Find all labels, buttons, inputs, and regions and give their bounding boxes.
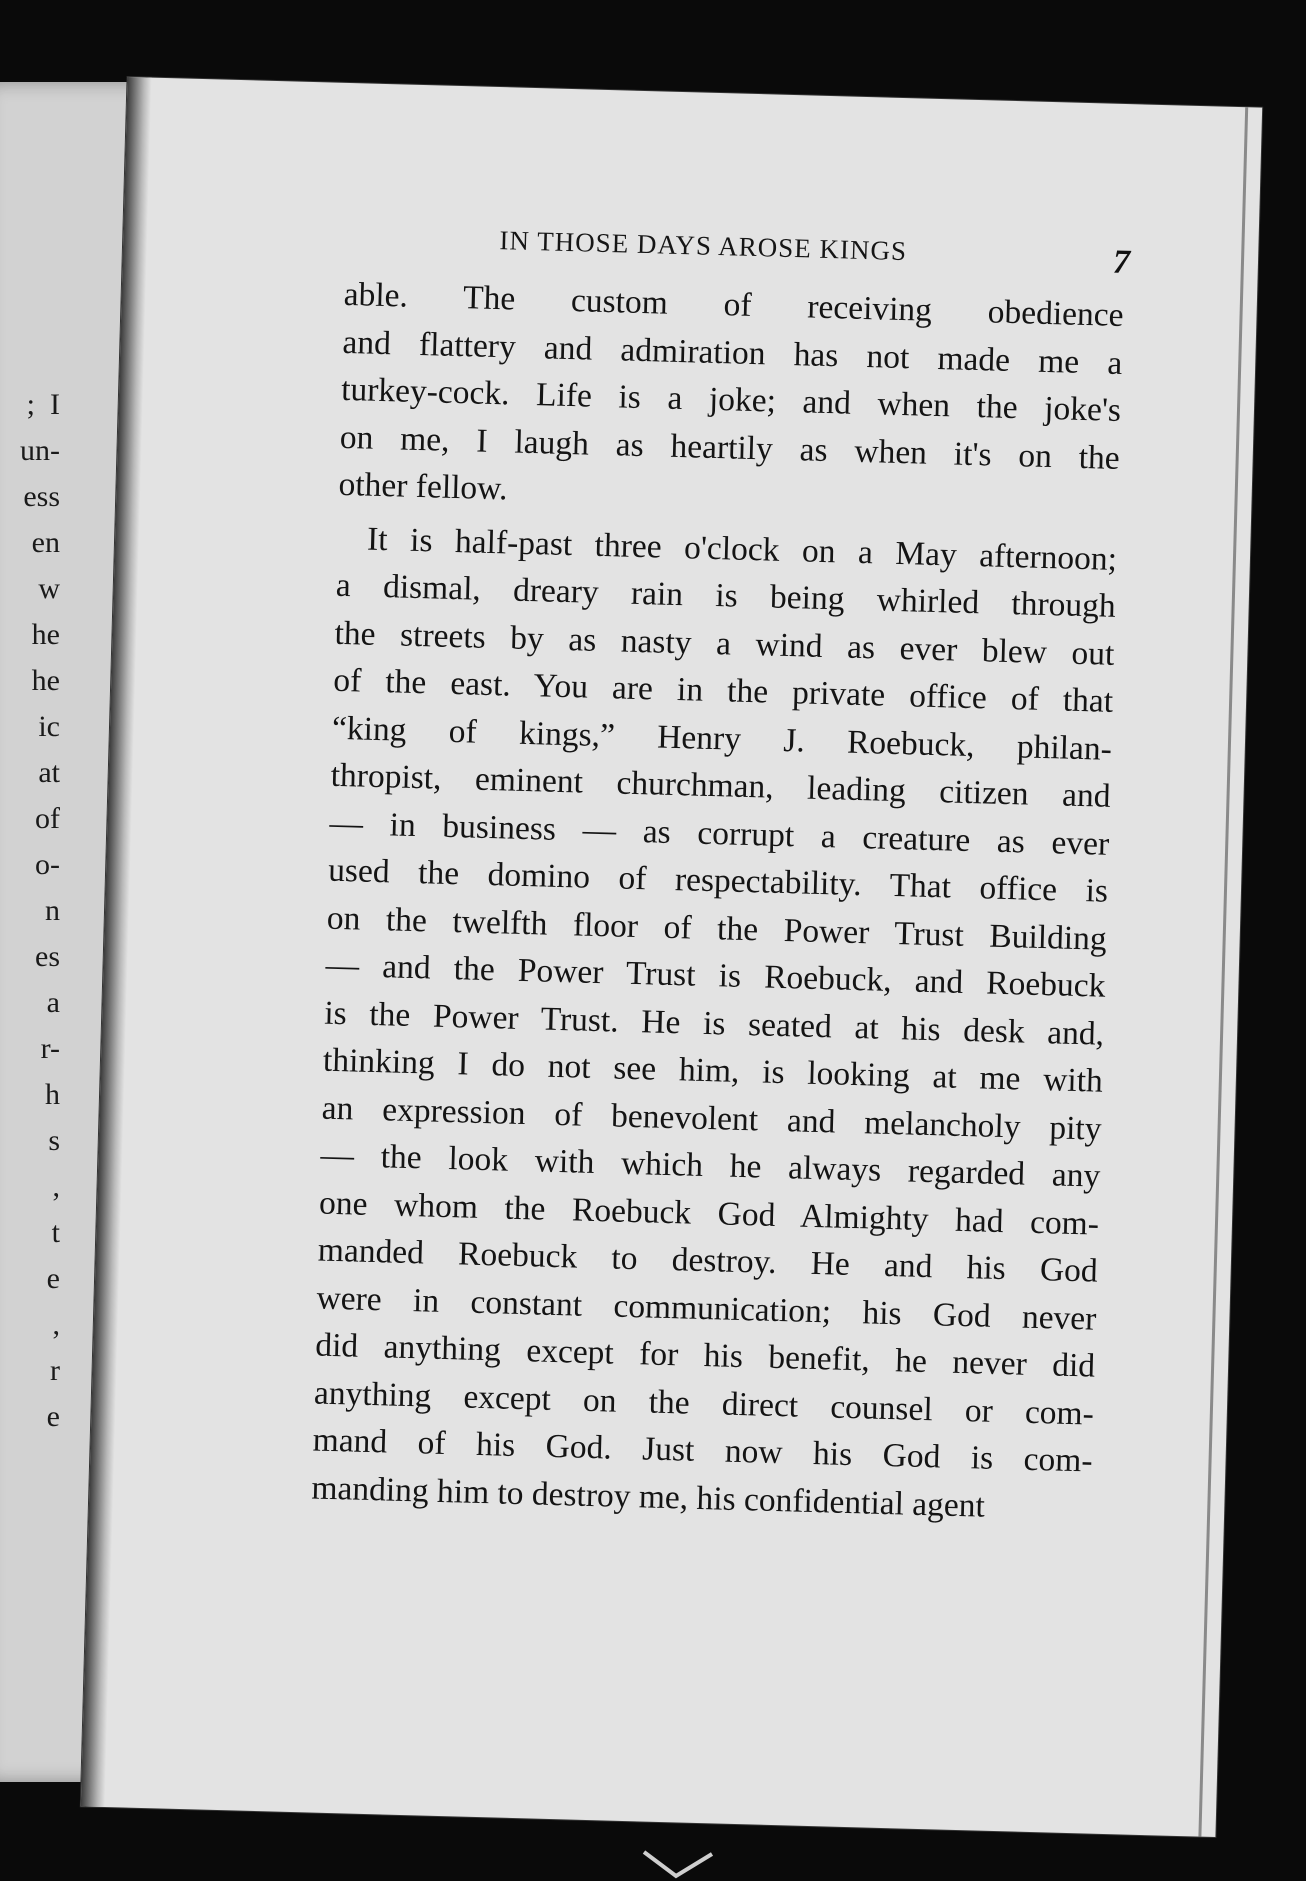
- previous-page-fragment: un-: [20, 434, 60, 467]
- previous-page-fragment: es: [35, 940, 60, 973]
- text-line: “king of kings,” Henry J. Roebuck, philan-: [331, 709, 1113, 768]
- paragraph: [338, 271, 1124, 530]
- text-line: on me, I laugh as heartily as when it's on the: [339, 418, 1121, 477]
- previous-page-fragment: r-: [40, 1032, 60, 1065]
- text-line: did anything except for his benefit, he never did: [314, 1326, 1096, 1385]
- text-line: turkey-cock. Life is a joke; and when the joke's: [340, 370, 1122, 429]
- scan-artifact-mark: [642, 1850, 718, 1880]
- previous-page-fragment: n: [45, 894, 60, 927]
- previous-page-fragment: ; I: [26, 388, 60, 421]
- text-line: thinking I do not see him, is looking at me with: [322, 1041, 1104, 1100]
- text-line: anything except on the direct counsel or com-: [313, 1373, 1095, 1433]
- text-line: — and the Power Trust is Roebuck, and Roebuck: [325, 946, 1106, 1005]
- previous-page-fragment: ic: [38, 710, 60, 743]
- text-line: able. The custom of receiving obedience: [343, 275, 1125, 334]
- text-line: of the east. You are in the private office of that: [332, 661, 1114, 720]
- previous-page-fragment: at: [38, 756, 60, 789]
- body-text: [311, 271, 1124, 1539]
- page-number: 7: [1112, 243, 1131, 282]
- page-edge-line: [1198, 107, 1248, 1836]
- previous-page-fragment: a: [46, 986, 60, 1019]
- text-line: the streets by as nasty a wind as ever blew out: [334, 614, 1115, 673]
- text-line: an expression of benevolent and melancholy pity: [321, 1089, 1103, 1148]
- previous-page-fragment: t: [51, 1216, 60, 1249]
- previous-page-fragment: h: [45, 1078, 60, 1111]
- text-line: mand of his God. Just now his God is com-: [312, 1421, 1094, 1480]
- previous-page-fragment: en: [31, 526, 60, 559]
- previous-page-fragment: of: [35, 802, 60, 835]
- previous-page-fragment: e: [46, 1262, 60, 1295]
- previous-page-fragment: ess: [23, 480, 60, 513]
- text-line: used the domino of respectability. That office is: [327, 851, 1109, 910]
- running-head: IN THOSE DAYS AROSE KINGS: [499, 225, 908, 267]
- text-line: on the twelfth floor of the Power Trust Building: [326, 899, 1108, 958]
- previous-page-fragment: r: [50, 1354, 60, 1387]
- previous-page-fragment: ,: [52, 1170, 60, 1203]
- text-line: were in constant communication; his God never: [316, 1279, 1097, 1338]
- paragraph: [311, 514, 1118, 1532]
- text-line: — the look with which he always regarded any: [320, 1136, 1101, 1195]
- previous-page-fragment: w: [38, 572, 60, 605]
- text-line: a dismal, dreary rain is being whirled through: [335, 566, 1117, 625]
- previous-page-text-fragments: [0, 382, 60, 1440]
- text-line: other fellow.: [338, 465, 509, 508]
- previous-page-fragment: o-: [35, 848, 60, 881]
- previous-page-fragment: ,: [52, 1308, 60, 1341]
- text-line: manding him to destroy me, his confidential agent: [311, 1468, 986, 1525]
- previous-page-fragment: he: [31, 664, 60, 697]
- text-line: manded Roebuck to destroy. He and his God: [317, 1231, 1099, 1290]
- previous-page-fragment: he: [31, 618, 60, 651]
- text-line: is the Power Trust. He is seated at his desk and,: [323, 994, 1105, 1053]
- text-line: thropist, eminent churchman, leading citizen and: [330, 756, 1112, 815]
- previous-page-fragment: s: [48, 1124, 60, 1157]
- previous-page-fragment: e: [46, 1400, 60, 1433]
- book-page: [81, 77, 1262, 1837]
- text-line: It is half-past three o'clock on a May afternoon;: [366, 520, 1118, 578]
- text-line: one whom the Roebuck God Almighty had com-: [318, 1184, 1100, 1243]
- text-line: — in business — as corrupt a creature as ever: [329, 804, 1110, 863]
- text-line: and flattery and admiration has not made me a: [342, 323, 1123, 382]
